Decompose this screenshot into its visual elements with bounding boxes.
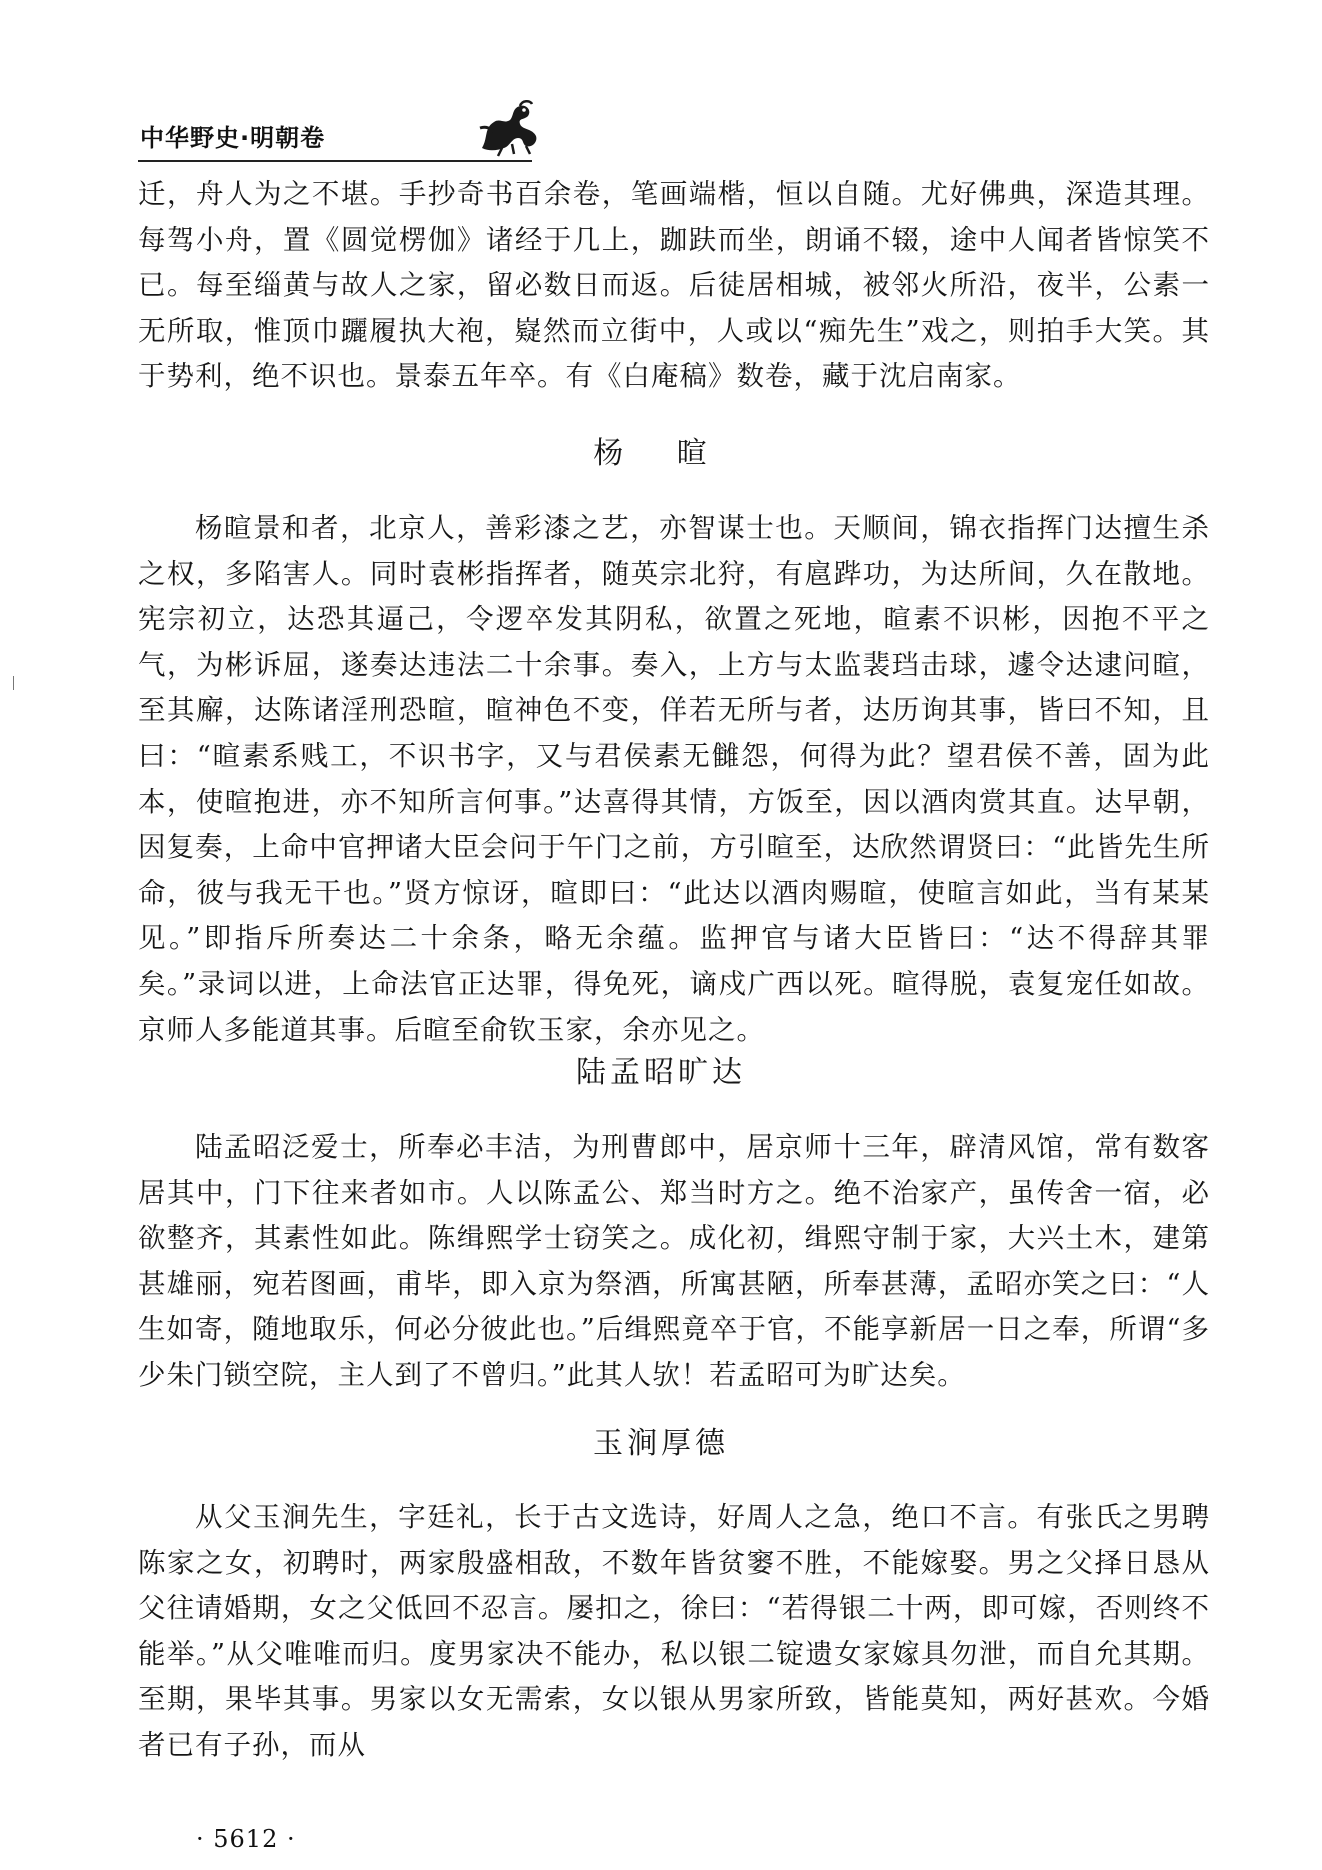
section-title-yujian-houde: 玉涧厚德 [593, 1426, 729, 1461]
paragraph-lu-mengzhao: 陆孟昭泛爱士，所奉必丰洁，为刑曹郎中，居京师十三年，辟清风馆，常有数客居其中，门下往来者如市。人以陈孟公、郑当时方之。绝不治家产，虽传舍一宿，必欲整齐，其素性如此。陈缉熙学士窃笑之。成化初，缉熙守制于家，大兴土木，建第甚雄丽，宛若图画，甫毕，即入京为祭酒，所寓甚陋，所奉甚薄，孟昭亦笑之曰：“人生如寄，随地取乐，何必分彼此也。”后缉熙竟卒于官，不能享新居一日之奉，所谓“多少朱门锁空院，主人到了不曾归。”此其人欤！若孟昭可为旷达矣。 [138, 1131, 1210, 1391]
scan-speck [13, 676, 14, 690]
paragraph-yang-xuan: 杨暄景和者，北京人，善彩漆之艺，亦智谋士也。天顺间，锦衣指挥门达擅生杀之权，多陷害人。同时袁彬指挥者，随英宗北狩，有扈跸功，为达所间，久在散地。宪宗初立，达恐其逼己，令逻卒发其阴私，欲置之死地，暄素不识彬，因抱不平之气，为彬诉屈，遂奏达违法二十余事。奏入，上方与太监裴珰击球，遽令达逮问暄，至其廨，达陈诸淫刑恐暄，暄神色不变，佯若无所与者，达历询其事，皆曰不知，且曰：“暄素系贱工，不识书字，又与君侯素无雠怨，何得为此？望君侯不善，固为此本，使暄抱进，亦不知所言何事。”达喜得其情，方饭至，因以酒肉赏其直。达早朝，因复奏，上命中官押诸大臣会问于午门之前，方引暄至，达欣然谓贤曰：“此皆先生所命，彼与我无干也。”贤方惊讶，暄即曰：“此达以酒肉赐暄，使暄言如此，当有某某见。”即指斥所奏达二十余条，略无余蕴。监押官与诸大臣皆曰：“达不得辞其罪矣。”录词以进，上命法官正达罪，得免死，谪戍广西以死。暄得脱，袁复宠任如故。京师人多能道其事。后暄至俞钦玉家，余亦见之。 [138, 512, 1210, 1046]
paragraph-continuation: 迁，舟人为之不堪。手抄奇书百余卷，笔画端楷，恒以自随。尤好佛典，深造其理。每驾小舟，置《圆觉楞伽》诸经于几上，跏趺而坐，朗诵不辍，途中人闻者皆惊笑不已。每至缁黄与故人之家，留必数日而返。后徒居相城，被邻火所沿，夜半，公素一无所取，惟顶巾躧履执大袍，嶷然而立街中，人或以“痴先生”戏之，则拍手大笑。其于势利，绝不识也。景泰五年卒。有《白庵稿》数卷，藏于沈启南家。 [138, 178, 1210, 393]
section-title-lu-mengzhao: 陆孟昭旷达 [576, 1055, 746, 1090]
paragraph-yujian-houde: 从父玉涧先生，字廷礼，长于古文选诗，好周人之急，绝口不言。有张氏之男聘陈家之女，初聘时，两家殷盛相敌，不数年皆贫窭不胜，不能嫁娶。男之父择日恳从父往请婚期，女之父低回不忍言。屡扣之，徐曰：“若得银二十两，即可嫁，否则终不能举。”从父唯唯而归。度男家决不能办，私以银二锭遗女家嫁具勿泄，而自允其期。至期，果毕其事。男家以女无需索，女以银从男家所致，皆能莫知，两好甚欢。今婚者已有子孙，而从 [138, 1501, 1210, 1761]
running-head-title: 中华野史·明朝卷 [140, 124, 326, 152]
dragon-emblem-icon [474, 98, 544, 160]
page-number: · 5612 · [196, 1825, 296, 1853]
header-rule [138, 160, 532, 162]
section-title-yang-xuan: 杨 暄 [593, 436, 729, 471]
